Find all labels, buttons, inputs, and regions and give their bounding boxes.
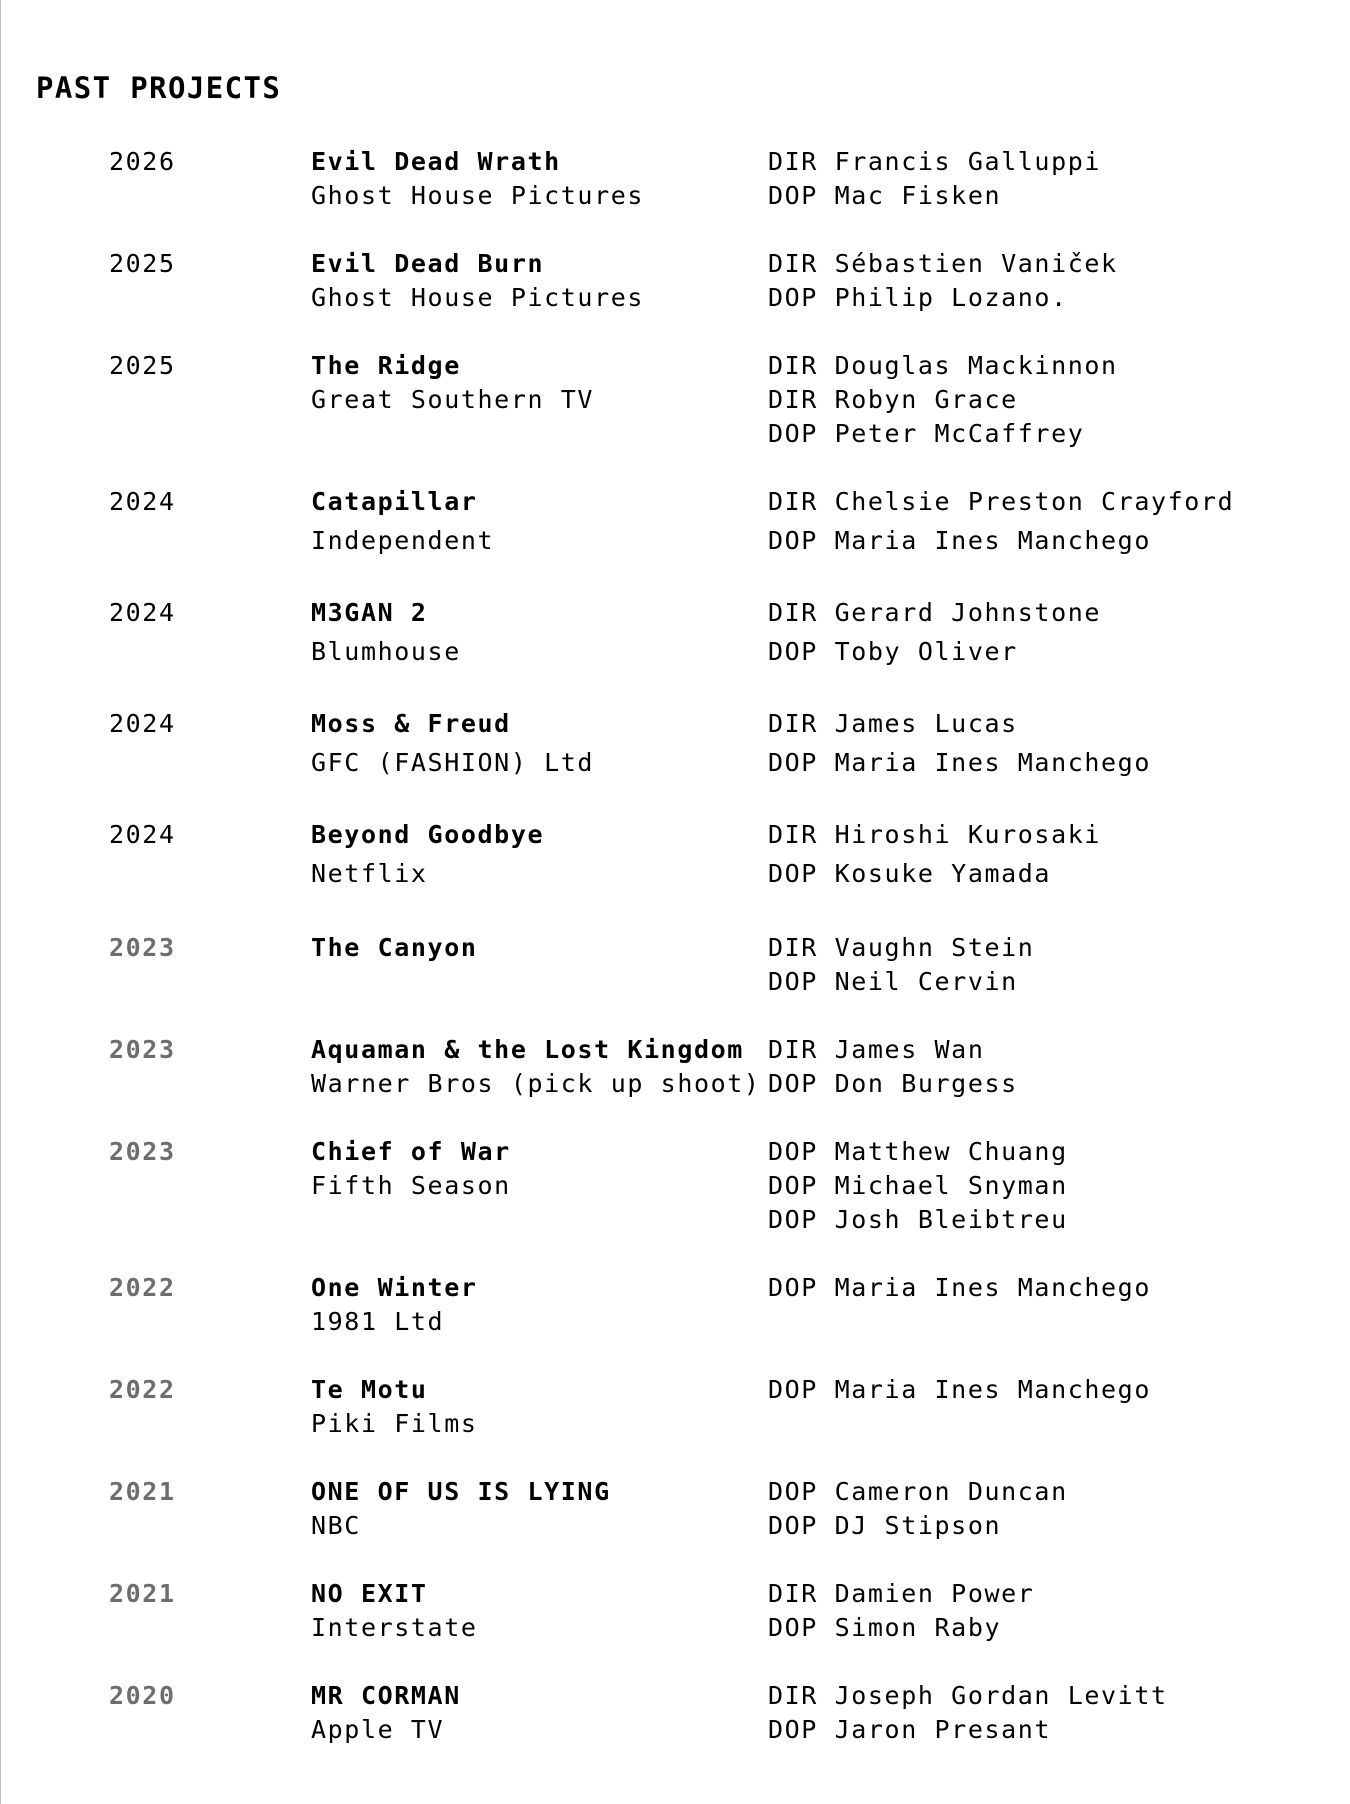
project-title: Catapillar (311, 487, 478, 516)
project-title: MR CORMAN (311, 1681, 461, 1710)
project-year: 2026 (109, 147, 176, 176)
project-credits (768, 818, 1101, 891)
project-credits (768, 247, 1118, 315)
project-title: Evil Dead Burn (311, 249, 545, 278)
project-info (311, 596, 461, 669)
project-info (311, 1475, 611, 1543)
credit-line: DOP Matthew Chuang (768, 1137, 1068, 1166)
project-title: One Winter (311, 1273, 478, 1302)
project-year: 2024 (109, 709, 176, 738)
project-year: 2021 (109, 1579, 176, 1608)
project-company: NBC (311, 1511, 361, 1540)
credit-line: DOP Philip Lozano. (768, 283, 1068, 312)
project-year: 2022 (109, 1273, 176, 1302)
project-year: 2023 (109, 1035, 176, 1064)
project-credits (768, 596, 1101, 669)
project-title: Evil Dead Wrath (311, 147, 561, 176)
project-title: Chief of War (311, 1137, 511, 1166)
credit-line: DIR Francis Galluppi (768, 147, 1102, 176)
project-credits (768, 1033, 1018, 1101)
project-title: Te Motu (311, 1375, 428, 1404)
credit-line: DOP Jaron Presant (768, 1715, 1052, 1744)
credit-line: DOP Michael Snyman (768, 1171, 1068, 1200)
project-info (311, 1135, 511, 1203)
project-credits (768, 1271, 1151, 1305)
credit-line: DIR Robyn Grace (768, 385, 1018, 414)
project-title: Moss & Freud (311, 709, 511, 738)
project-credits (768, 1679, 1168, 1747)
project-credits (768, 707, 1151, 780)
project-company: Fifth Season (311, 1171, 511, 1200)
credit-line: DOP Maria Ines Manchego (768, 748, 1151, 777)
project-year: 2025 (109, 249, 176, 278)
project-year: 2025 (109, 351, 176, 380)
project-credits (768, 931, 1034, 999)
project-year: 2024 (109, 820, 176, 849)
page-title: PAST PROJECTS (36, 71, 282, 105)
project-company: Blumhouse (311, 637, 461, 666)
project-info (311, 1271, 478, 1339)
project-year: 2021 (109, 1477, 176, 1506)
credit-line: DOP Maria Ines Manchego (768, 526, 1151, 555)
credit-line: DIR Gerard Johnstone (768, 598, 1102, 627)
project-year: 2023 (109, 1137, 176, 1166)
project-company: Ghost House Pictures (311, 283, 645, 312)
project-info (311, 1679, 461, 1747)
credit-line: DIR Vaughn Stein (768, 933, 1035, 962)
project-credits (768, 1577, 1034, 1645)
project-company: GFC (FASHION) Ltd (311, 748, 595, 777)
project-year: 2022 (109, 1375, 176, 1404)
project-company: 1981 Ltd (311, 1307, 445, 1336)
project-title: The Ridge (311, 351, 461, 380)
credit-line: DOP Don Burgess (768, 1069, 1018, 1098)
credit-line: DIR Joseph Gordan Levitt (768, 1681, 1168, 1710)
credit-line: DIR Douglas Mackinnon (768, 351, 1118, 380)
project-credits (768, 145, 1101, 213)
project-info (311, 485, 494, 558)
project-year: 2024 (109, 598, 176, 627)
credit-line: DIR James Wan (768, 1035, 985, 1064)
project-credits (768, 1135, 1068, 1237)
project-info (311, 931, 478, 965)
project-title: ONE OF US IS LYING (311, 1477, 611, 1506)
project-company: Netflix (311, 859, 428, 888)
project-company: Ghost House Pictures (311, 181, 645, 210)
project-year: 2024 (109, 487, 176, 516)
project-title: M3GAN 2 (311, 598, 428, 627)
project-title: Beyond Goodbye (311, 820, 545, 849)
credit-line: DIR Damien Power (768, 1579, 1035, 1608)
credit-line: DOP DJ Stipson (768, 1511, 1002, 1540)
credit-line: DOP Josh Bleibtreu (768, 1205, 1068, 1234)
credit-line: DOP Maria Ines Manchego (768, 1375, 1151, 1404)
project-company: Independent (311, 526, 495, 555)
project-title: NO EXIT (311, 1579, 428, 1608)
project-year: 2020 (109, 1681, 176, 1710)
credit-line: DOP Cameron Duncan (768, 1477, 1068, 1506)
project-credits (768, 1373, 1151, 1407)
project-info (311, 818, 544, 891)
credit-line: DOP Neil Cervin (768, 967, 1018, 996)
project-info (311, 349, 594, 417)
credit-line: DIR Hiroshi Kurosaki (768, 820, 1102, 849)
credit-line: DOP Kosuke Yamada (768, 859, 1052, 888)
project-info (311, 1033, 761, 1101)
credit-line: DOP Toby Oliver (768, 637, 1018, 666)
credit-line: DOP Simon Raby (768, 1613, 1002, 1642)
credit-line: DIR Sébastien Vaniček (768, 249, 1118, 278)
project-year: 2023 (109, 933, 176, 962)
project-info (311, 247, 644, 315)
project-info (311, 145, 644, 213)
credit-line: DOP Mac Fisken (768, 181, 1002, 210)
project-company: Piki Films (311, 1409, 478, 1438)
project-company: Apple TV (311, 1715, 445, 1744)
project-title: Aquaman & the Lost Kingdom (311, 1035, 744, 1064)
credit-line: DIR James Lucas (768, 709, 1018, 738)
credit-line: DIR Chelsie Preston Crayford (768, 487, 1235, 516)
project-info (311, 1577, 478, 1645)
credit-line: DOP Maria Ines Manchego (768, 1273, 1151, 1302)
project-credits (768, 485, 1234, 558)
project-credits (768, 349, 1118, 451)
credit-line: DOP Peter McCaffrey (768, 419, 1085, 448)
project-company: Interstate (311, 1613, 478, 1642)
project-credits (768, 1475, 1068, 1543)
project-company: Great Southern TV (311, 385, 595, 414)
project-info (311, 1373, 478, 1441)
project-title: The Canyon (311, 933, 478, 962)
project-company: Warner Bros (pick up shoot) (311, 1069, 761, 1098)
project-info (311, 707, 594, 780)
